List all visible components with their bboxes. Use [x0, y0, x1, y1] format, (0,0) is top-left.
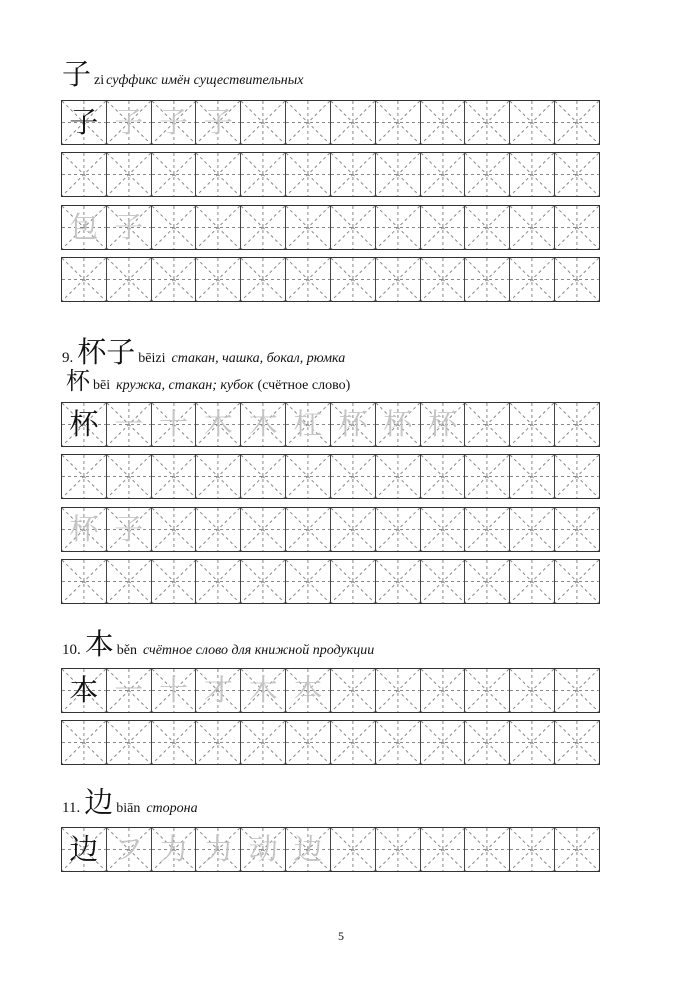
page-number: 5 — [338, 929, 344, 943]
trace-character: 子 — [114, 105, 144, 139]
practice-cell — [62, 258, 107, 301]
practice-cell — [241, 403, 286, 446]
practice-cell — [241, 153, 286, 196]
practice-cell — [107, 560, 152, 603]
practice-cell — [196, 560, 241, 603]
heading-bian — [62, 785, 198, 819]
practice-row — [61, 100, 600, 145]
practice-cell — [421, 206, 466, 249]
model-character: 本 — [69, 673, 99, 707]
heading-translation: суффикс имён существительных — [106, 73, 304, 88]
practice-cell — [241, 669, 286, 712]
practice-cell — [331, 828, 376, 871]
practice-cell — [555, 721, 599, 764]
practice-cell — [376, 153, 421, 196]
practice-cell — [465, 828, 510, 871]
practice-cell — [376, 508, 421, 551]
practice-cell — [152, 153, 197, 196]
practice-cell — [465, 721, 510, 764]
practice-cell — [62, 206, 107, 249]
practice-cell — [376, 669, 421, 712]
practice-cell — [107, 828, 152, 871]
heading-hanzi: 本 — [84, 627, 114, 661]
trace-character: 力 — [159, 832, 189, 866]
practice-cell — [555, 560, 599, 603]
practice-cell — [421, 101, 466, 144]
practice-cell — [286, 258, 331, 301]
practice-cell — [286, 508, 331, 551]
practice-cell — [241, 560, 286, 603]
heading-pinyin: biān — [116, 801, 141, 816]
practice-row — [61, 720, 600, 765]
heading-bei — [66, 369, 350, 393]
practice-cell — [421, 258, 466, 301]
practice-cell — [555, 455, 599, 498]
practice-cell — [241, 206, 286, 249]
practice-cell — [421, 153, 466, 196]
practice-cell — [196, 828, 241, 871]
practice-cell — [510, 101, 555, 144]
practice-cell — [62, 455, 107, 498]
practice-cell — [286, 455, 331, 498]
model-character: 子 — [69, 105, 99, 139]
practice-cell — [510, 206, 555, 249]
heading-translation: кружка, стакан; кубок — [116, 378, 254, 393]
practice-cell — [555, 403, 599, 446]
practice-cell — [286, 153, 331, 196]
practice-cell — [107, 258, 152, 301]
practice-cell — [376, 560, 421, 603]
practice-cell — [331, 206, 376, 249]
heading-beizi — [62, 335, 346, 369]
practice-row — [61, 152, 600, 197]
practice-row — [61, 205, 600, 250]
practice-cell — [152, 828, 197, 871]
practice-cell — [376, 828, 421, 871]
heading-pinyin: bēizi — [138, 351, 166, 366]
practice-cell — [510, 455, 555, 498]
section-number: 9. — [62, 350, 74, 366]
practice-cell — [331, 258, 376, 301]
practice-cell — [510, 669, 555, 712]
heading-translation: стакан, чашка, бокал, рюмка — [171, 351, 346, 366]
practice-cell — [196, 669, 241, 712]
practice-cell — [376, 206, 421, 249]
section-number: 11. — [62, 800, 81, 816]
practice-cell — [465, 403, 510, 446]
practice-cell — [241, 508, 286, 551]
heading-pinyin: běn — [116, 643, 137, 658]
practice-cell — [331, 153, 376, 196]
heading-pinyin: zi — [94, 73, 105, 88]
practice-cell — [421, 508, 466, 551]
practice-cell — [510, 403, 555, 446]
trace-character: 本 — [293, 673, 323, 707]
practice-cell — [376, 101, 421, 144]
practice-cell — [555, 153, 599, 196]
trace-character: 杯 — [69, 512, 99, 546]
trace-character: 木 — [248, 673, 278, 707]
practice-cell — [465, 560, 510, 603]
practice-cell — [331, 669, 376, 712]
practice-row — [61, 402, 600, 447]
practice-cell — [510, 560, 555, 603]
trace-character: 力 — [203, 832, 233, 866]
practice-cell — [107, 206, 152, 249]
practice-cell — [331, 560, 376, 603]
heading-pinyin: bēi — [93, 378, 111, 393]
practice-cell — [62, 153, 107, 196]
practice-cell — [421, 721, 466, 764]
practice-row — [61, 827, 600, 872]
trace-character: 木 — [203, 407, 233, 441]
practice-cell — [196, 153, 241, 196]
practice-cell — [331, 101, 376, 144]
practice-cell — [286, 101, 331, 144]
practice-cell — [555, 508, 599, 551]
practice-cell — [107, 721, 152, 764]
practice-cell — [376, 721, 421, 764]
practice-cell — [196, 455, 241, 498]
heading-zi — [62, 57, 304, 91]
practice-cell — [555, 828, 599, 871]
practice-cell — [62, 101, 107, 144]
heading-hanzi: 杯 — [66, 367, 90, 395]
trace-character: 子 — [114, 512, 144, 546]
practice-cell — [376, 455, 421, 498]
practice-cell — [510, 508, 555, 551]
practice-cell — [286, 403, 331, 446]
heading-translation: сторона — [146, 801, 198, 816]
trace-character: 边 — [293, 832, 323, 866]
practice-cell — [510, 258, 555, 301]
practice-cell — [241, 101, 286, 144]
practice-cell — [331, 403, 376, 446]
practice-cell — [555, 101, 599, 144]
practice-cell — [107, 153, 152, 196]
trace-character: 杠 — [293, 407, 323, 441]
practice-cell — [62, 669, 107, 712]
practice-cell — [196, 508, 241, 551]
practice-cell — [107, 101, 152, 144]
practice-cell — [152, 101, 197, 144]
practice-cell — [196, 101, 241, 144]
practice-cell — [241, 455, 286, 498]
practice-cell — [555, 669, 599, 712]
practice-cell — [510, 721, 555, 764]
practice-cell — [510, 828, 555, 871]
trace-character: 十 — [159, 673, 189, 707]
practice-row — [61, 559, 600, 604]
trace-character: 包 — [69, 210, 99, 244]
heading-note: (счётное слово) — [257, 378, 351, 393]
trace-character: 子 — [114, 210, 144, 244]
practice-cell — [421, 560, 466, 603]
practice-cell — [107, 669, 152, 712]
practice-cell — [152, 560, 197, 603]
trace-character: 杯 — [338, 407, 368, 441]
practice-cell — [510, 153, 555, 196]
practice-cell — [465, 153, 510, 196]
trace-character: 杯 — [383, 407, 413, 441]
trace-character: 杯 — [428, 407, 458, 441]
practice-cell — [555, 258, 599, 301]
section-number: 10. — [62, 642, 81, 658]
practice-cell — [555, 206, 599, 249]
practice-cell — [196, 721, 241, 764]
practice-cell — [421, 669, 466, 712]
practice-row — [61, 668, 600, 713]
practice-cell — [376, 403, 421, 446]
practice-cell — [421, 828, 466, 871]
practice-cell — [152, 669, 197, 712]
practice-row — [61, 507, 600, 552]
practice-cell — [62, 403, 107, 446]
practice-cell — [152, 258, 197, 301]
practice-cell — [465, 669, 510, 712]
trace-character: フ — [114, 832, 144, 866]
heading-hanzi: 子 — [62, 57, 92, 91]
practice-cell — [152, 206, 197, 249]
practice-cell — [331, 721, 376, 764]
practice-cell — [152, 455, 197, 498]
practice-cell — [241, 721, 286, 764]
trace-character: 子 — [159, 105, 189, 139]
practice-cell — [62, 828, 107, 871]
practice-cell — [152, 403, 197, 446]
heading-hanzi: 边 — [84, 785, 114, 819]
practice-cell — [196, 403, 241, 446]
practice-cell — [376, 258, 421, 301]
practice-cell — [107, 403, 152, 446]
practice-cell — [286, 560, 331, 603]
trace-character: 十 — [159, 407, 189, 441]
practice-cell — [62, 508, 107, 551]
practice-cell — [421, 403, 466, 446]
trace-character: 才 — [203, 673, 233, 707]
practice-cell — [107, 455, 152, 498]
practice-cell — [286, 828, 331, 871]
practice-cell — [62, 721, 107, 764]
heading-hanzi: 杯子 — [77, 335, 136, 369]
practice-row — [61, 454, 600, 499]
practice-cell — [241, 258, 286, 301]
practice-cell — [465, 258, 510, 301]
practice-cell — [286, 669, 331, 712]
trace-character: 木 — [248, 407, 278, 441]
practice-cell — [421, 455, 466, 498]
practice-cell — [196, 206, 241, 249]
practice-cell — [465, 101, 510, 144]
practice-row — [61, 257, 600, 302]
practice-cell — [241, 828, 286, 871]
heading-ben — [62, 627, 375, 661]
practice-cell — [286, 721, 331, 764]
trace-character: 动 — [248, 832, 278, 866]
heading-translation: счётное слово для книжной продукции — [142, 643, 375, 658]
practice-cell — [465, 206, 510, 249]
trace-character: 一 — [114, 673, 144, 707]
trace-character: 子 — [203, 105, 233, 139]
practice-cell — [331, 508, 376, 551]
practice-cell — [152, 508, 197, 551]
practice-cell — [465, 508, 510, 551]
trace-character: 一 — [114, 407, 144, 441]
practice-cell — [62, 560, 107, 603]
practice-cell — [286, 206, 331, 249]
model-character: 边 — [69, 832, 99, 866]
practice-cell — [465, 455, 510, 498]
practice-cell — [152, 721, 197, 764]
model-character: 杯 — [69, 407, 99, 441]
practice-cell — [107, 508, 152, 551]
practice-cell — [196, 258, 241, 301]
practice-cell — [331, 455, 376, 498]
